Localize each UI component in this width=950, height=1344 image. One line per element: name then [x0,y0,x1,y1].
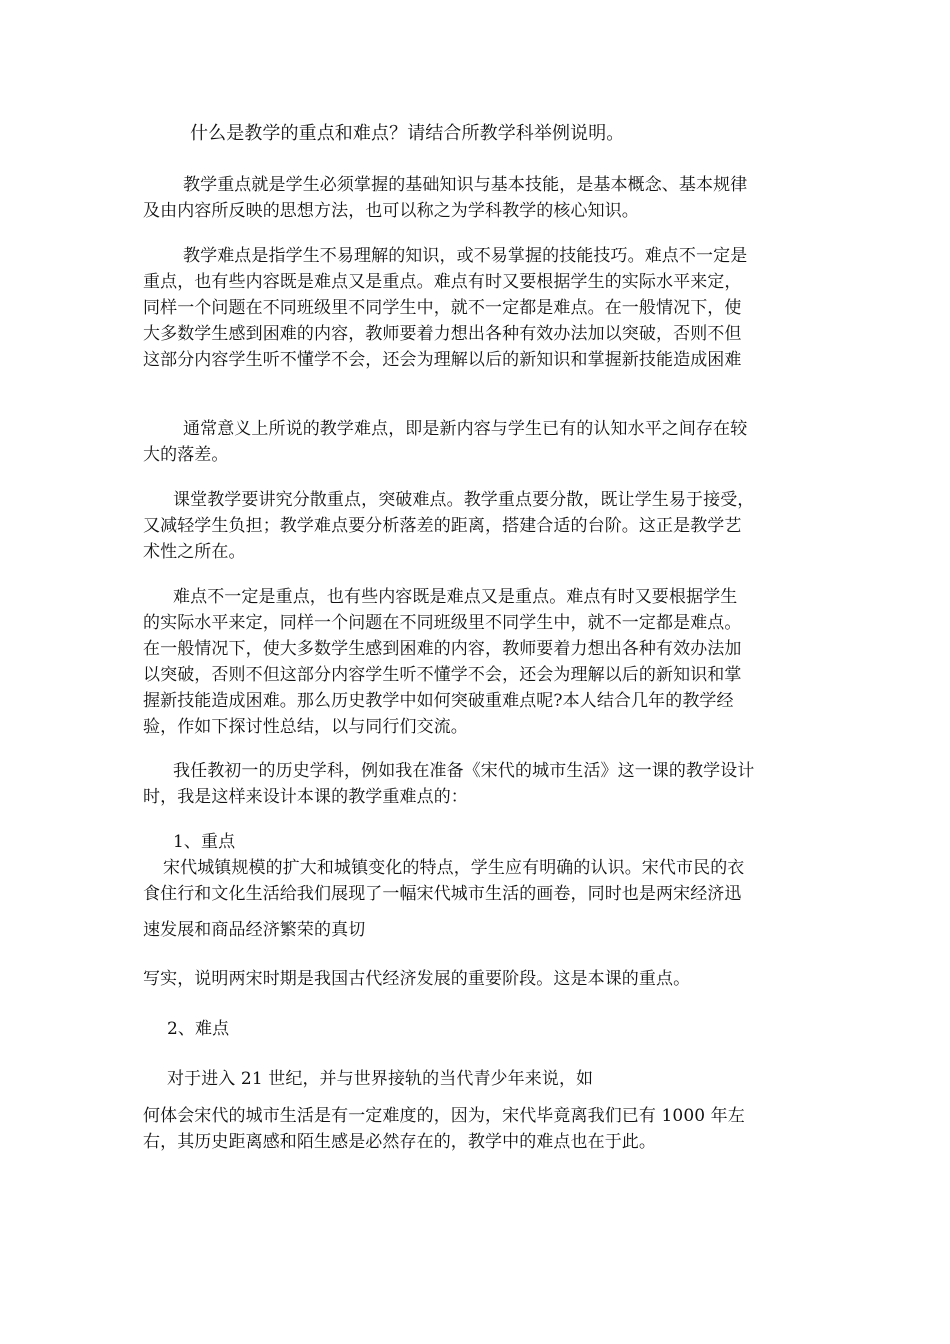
paragraph-line: 通常意义上所说的教学难点，即是新内容与学生已有的认知水平之间存在较 [183,419,748,439]
paragraph-line: 重点，也有些内容既是难点又是重点。难点有时又要根据学生的实际水平来定， [143,272,742,292]
paragraph-line: 又减轻学生负担；教学难点要分析落差的距离，搭建合适的台阶。这正是教学艺 [143,516,742,536]
paragraph-line: 验，作如下探讨性总结，以与同行们交流。 [143,717,468,737]
paragraph-line: 宋代城镇规模的扩大和城镇变化的特点，学生应有明确的认识。宋代市民的衣 [163,858,745,878]
paragraph-line: 这部分内容学生听不懂学不会，还会为理解以后的新知识和掌握新技能造成困难 [143,350,742,370]
paragraph-line: 以突破，否则不但这部分内容学生听不懂学不会，还会为理解以后的新知识和掌 [143,665,742,685]
paragraph-line: 在一般情况下，使大多数学生感到困难的内容，教师要着力想出各种有效办法加 [143,639,742,659]
section-heading: 1、重点 [173,832,236,852]
paragraph-line: 何体会宋代的城市生活是有一定难度的，因为，宋代毕竟离我们已有 1000 年左 [143,1106,745,1126]
paragraph-line: 难点不一定是重点，也有些内容既是难点又是重点。难点有时又要根据学生 [173,587,738,607]
paragraph-line: 同样一个问题在不同班级里不同学生中，就不一定都是难点。在一般情况下，使 [143,298,742,318]
paragraph-line: 教学难点是指学生不易理解的知识，或不易掌握的技能技巧。难点不一定是 [183,246,748,266]
paragraph-line: 速发展和商品经济繁荣的真切 [143,920,366,940]
paragraph-line: 时，我是这样来设计本课的教学重难点的： [143,787,468,807]
paragraph-line: 的实际水平来定，同样一个问题在不同班级里不同学生中，就不一定都是难点。 [143,613,742,633]
paragraph-line: 食住行和文化生活给我们展现了一幅宋代城市生活的画卷，同时也是两宋经济迅 [143,884,742,904]
paragraph-line: 大的落差。 [143,445,229,465]
paragraph-line: 右，其历史距离感和陌生感是必然存在的，教学中的难点也在于此。 [143,1132,656,1152]
paragraph-line: 我任教初一的历史学科，例如我在准备《宋代的城市生活》这一课的教学设计 [173,761,755,781]
paragraph-line: 及由内容所反映的思想方法，也可以称之为学科教学的核心知识。 [143,201,639,221]
paragraph-line: 大多数学生感到困难的内容，教师要着力想出各种有效办法加以突破，否则不但 [143,324,742,344]
document-title: 什么是教学的重点和难点？请结合所教学科举例说明。 [190,123,625,144]
paragraph-line: 课堂教学要讲究分散重点，突破难点。教学重点要分散，既让学生易于接受， [173,490,755,510]
paragraph-line: 术性之所在。 [143,542,246,562]
paragraph-line: 握新技能造成困难。那么历史教学中如何突破重难点呢?本人结合几年的教学经 [143,691,734,711]
paragraph-line: 写实，说明两宋时期是我国古代经济发展的重要阶段。这是本课的重点。 [143,969,691,989]
paragraph-line: 对于进入 21 世纪，并与世界接轨的当代青少年来说，如 [167,1069,594,1089]
section-heading: 2、难点 [167,1019,230,1039]
paragraph-line: 教学重点就是学生必须掌握的基础知识与基本技能，是基本概念、基本规律 [183,175,748,195]
